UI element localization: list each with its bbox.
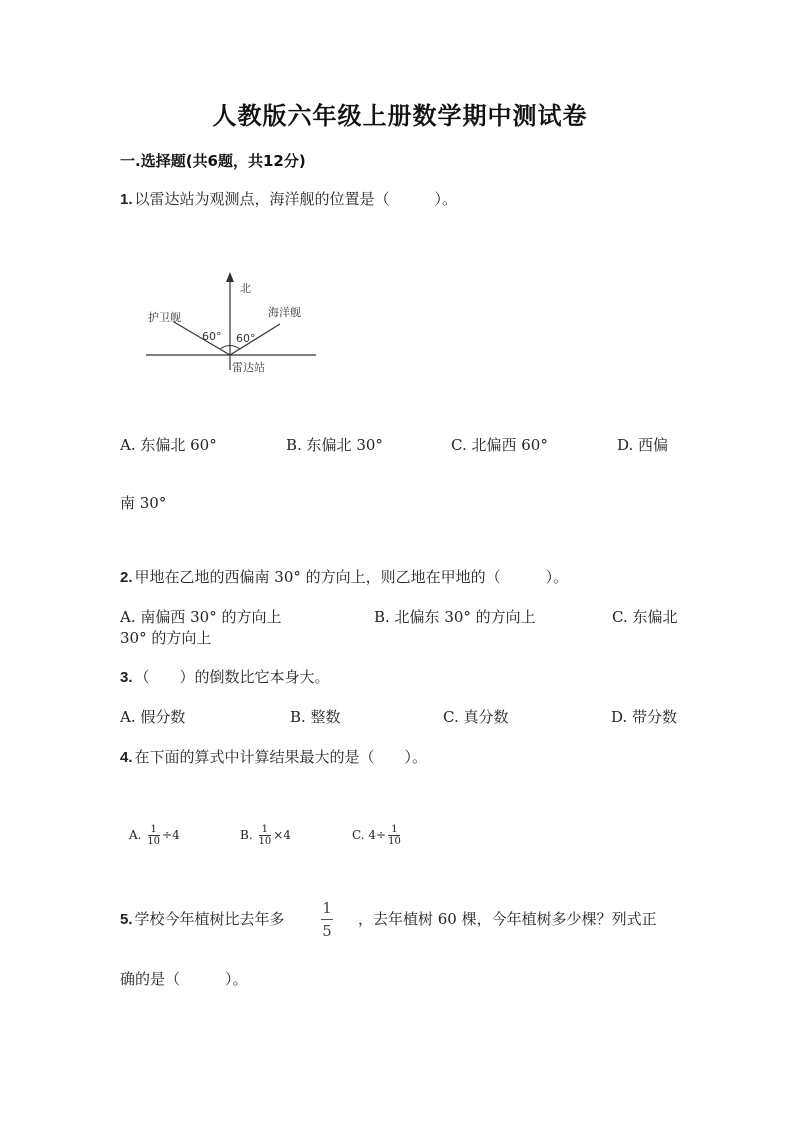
fraction — [147, 824, 160, 847]
q4-option-a — [129, 824, 180, 847]
question-text-wrap: 确的是（ ）。 — [120, 970, 248, 988]
numerator: 1 — [322, 899, 332, 917]
operation: 4÷ — [368, 828, 387, 842]
q3-option-a: A. 假分数 — [120, 708, 186, 726]
denominator: 10 — [258, 836, 272, 847]
fraction — [388, 824, 401, 847]
q3-option-c: C. 真分数 — [443, 708, 509, 726]
q5-fraction — [321, 899, 333, 940]
operation: ÷4 — [162, 828, 180, 842]
station-label: 雷达站 — [232, 361, 265, 374]
section-heading: 一.选择题(共6题，共12分) — [120, 152, 306, 170]
operation: ×4 — [273, 828, 291, 842]
option-label: B. — [240, 828, 253, 842]
q1-option-a: A. 东偏北 60° — [120, 436, 217, 454]
right-ship-label: 海洋舰 — [268, 306, 301, 319]
question-5 — [120, 908, 285, 929]
question-4 — [120, 746, 427, 767]
q2-option-a: A. 南偏西 30° 的方向上 — [120, 608, 282, 626]
q2-option-c: C. 东偏北 — [612, 608, 678, 626]
north-label: 北 — [240, 282, 251, 295]
question-number: 5. — [120, 911, 133, 928]
page-title: 人教版六年级上册数学期中测试卷 — [212, 102, 588, 130]
numerator: 1 — [150, 824, 157, 835]
question-text: 在下面的算式中计算结果最大的是（ ）。 — [134, 748, 428, 766]
question-1 — [120, 188, 457, 209]
question-number: 3. — [120, 669, 133, 686]
q1-option-c: C. 北偏西 60° — [451, 436, 548, 454]
question-text: 甲地在乙地的西偏南 30° 的方向上，则乙地在甲地的（ ）。 — [134, 568, 569, 586]
question-text: （ ）的倒数比它本身大。 — [134, 668, 330, 686]
right-angle-label: 60° — [236, 332, 256, 345]
q4-option-b — [240, 824, 291, 847]
left-angle-label: 60° — [202, 330, 222, 343]
q1-option-d: D. 西偏 — [617, 436, 669, 454]
q2-option-b: B. 北偏东 30° 的方向上 — [374, 608, 536, 626]
q2-option-c-wrap: 30° 的方向上 — [120, 629, 212, 647]
compass-diagram — [140, 268, 330, 378]
option-label: A. — [129, 828, 142, 842]
fraction — [258, 824, 271, 847]
q1-option-d-wrap: 南 30° — [120, 494, 167, 512]
q3-option-b: B. 整数 — [290, 708, 341, 726]
question-text: 以雷达站为观测点，海洋舰的位置是（ ）。 — [134, 190, 458, 208]
north-arrow-icon — [226, 272, 234, 282]
option-label: C. — [352, 828, 365, 842]
q4-option-c — [352, 824, 403, 847]
question-text-part-b: ，去年植树 60 棵，今年植树多少棵？列式正 — [358, 910, 657, 928]
numerator: 1 — [261, 824, 269, 835]
question-3 — [120, 666, 330, 687]
question-number: 1. — [120, 191, 133, 208]
question-number: 4. — [120, 749, 133, 766]
question-number: 2. — [120, 569, 133, 586]
q1-option-b: B. 东偏北 30° — [286, 436, 383, 454]
question-text-part-a: 学校今年植树比去年多 — [134, 910, 285, 928]
denominator: 10 — [147, 836, 161, 847]
denominator: 5 — [322, 922, 332, 940]
left-ship-label: 护卫舰 — [148, 311, 181, 324]
q3-option-d: D. 带分数 — [611, 708, 678, 726]
question-2 — [120, 566, 568, 587]
numerator: 1 — [391, 824, 398, 835]
denominator: 10 — [388, 836, 401, 847]
